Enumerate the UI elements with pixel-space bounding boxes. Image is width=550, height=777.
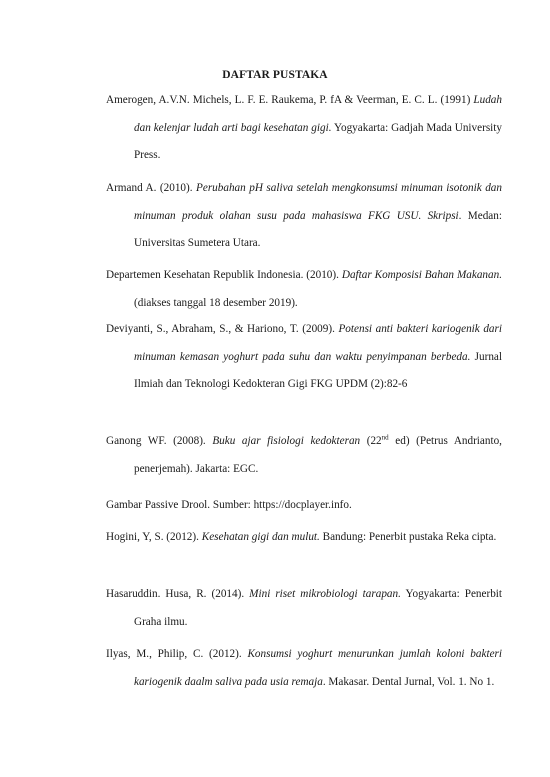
reference-title: Konsumsi yoghurt menurunkan jumlah koloni bakteri kariogenik daalm saliva pada usia remaja <box>134 648 502 688</box>
reference-authors: Ganong WF. (2008). <box>106 435 213 447</box>
reference-title: Ludah dan kelenjar ludah arti bagi kesehatan gigi. <box>134 94 502 134</box>
reference-authors: Hogini, Y, S. (2012). <box>106 531 202 543</box>
reference-publisher: Yogyakarta: Gadjah Mada University Press. <box>134 121 502 161</box>
reference-authors: Departemen Kesehatan Republik Indonesia. (2010). <box>106 269 342 281</box>
reference-entry <box>106 175 502 258</box>
reference-authors: Hasaruddin. Husa, R. (2014). <box>106 588 250 600</box>
reference-title: Daftar Komposisi Bahan Makanan. <box>341 269 502 281</box>
reference-title: Kesehatan gigi dan mulut. <box>201 531 320 543</box>
reference-title: Potensi anti bakteri kariogenik dari minuman kemasan yoghurt pada suhu dan waktu penyimpanan berbeda. <box>134 323 502 363</box>
reference-title: Perubahan pH saliva setelah mengkonsumsi minuman isotonik dan minuman produk olahan susu pada mahasiswa FKG USU. Skripsi <box>134 182 502 222</box>
reference-entry <box>106 87 502 170</box>
reference-authors: Gambar Passive Drool. Sumber: https://docplayer.info. <box>106 499 352 511</box>
reference-publisher: . Makasar. Dental Jurnal, Vol. 1. No 1. <box>322 675 495 688</box>
reference-publisher: . Medan: Universitas Sumetera Utara. <box>134 209 502 249</box>
reference-authors: Amerogen, A.V.N. Michels, L. F. E. Raukema, P. fA & Veerman, E. C. L. (1991) <box>106 94 474 106</box>
reference-publisher: ed) (Petrus Andrianto, penerjemah). Jakarta: EGC. <box>134 435 502 475</box>
reference-authors: Deviyanti, S., Abraham, S., & Hariono, T. (2009). <box>106 323 339 335</box>
reference-publisher: Yogyakarta: Penerbit Graha ilmu. <box>134 588 503 628</box>
reference-entry <box>106 262 502 317</box>
reference-entry <box>106 641 502 696</box>
reference-title: Mini riset mikrobiologi tarapan. <box>249 588 401 600</box>
reference-entry <box>106 316 502 399</box>
reference-publisher: Jurnal Ilmiah dan Teknologi Kedokteran Gigi FKG UPDM (2):82-6 <box>134 350 503 390</box>
reference-edition-open: (22 <box>360 435 382 447</box>
reference-title: Buku ajar fisiologi kedokteran <box>212 435 361 447</box>
reference-entry <box>106 428 502 483</box>
page-title: DAFTAR PUSTAKA <box>222 69 328 81</box>
reference-publisher: (diakses tanggal 18 desember 2019). <box>134 296 298 309</box>
reference-authors: Ilyas, M., Philip, C. (2012). <box>106 648 248 660</box>
reference-publisher: Bandung: Penerbit pustaka Reka cipta. <box>319 531 497 543</box>
reference-entry <box>106 524 502 552</box>
edition-superscript: nd <box>381 433 389 442</box>
reference-entry <box>106 492 502 520</box>
reference-entry <box>106 581 502 636</box>
reference-authors: Armand A. (2010). <box>106 182 197 194</box>
